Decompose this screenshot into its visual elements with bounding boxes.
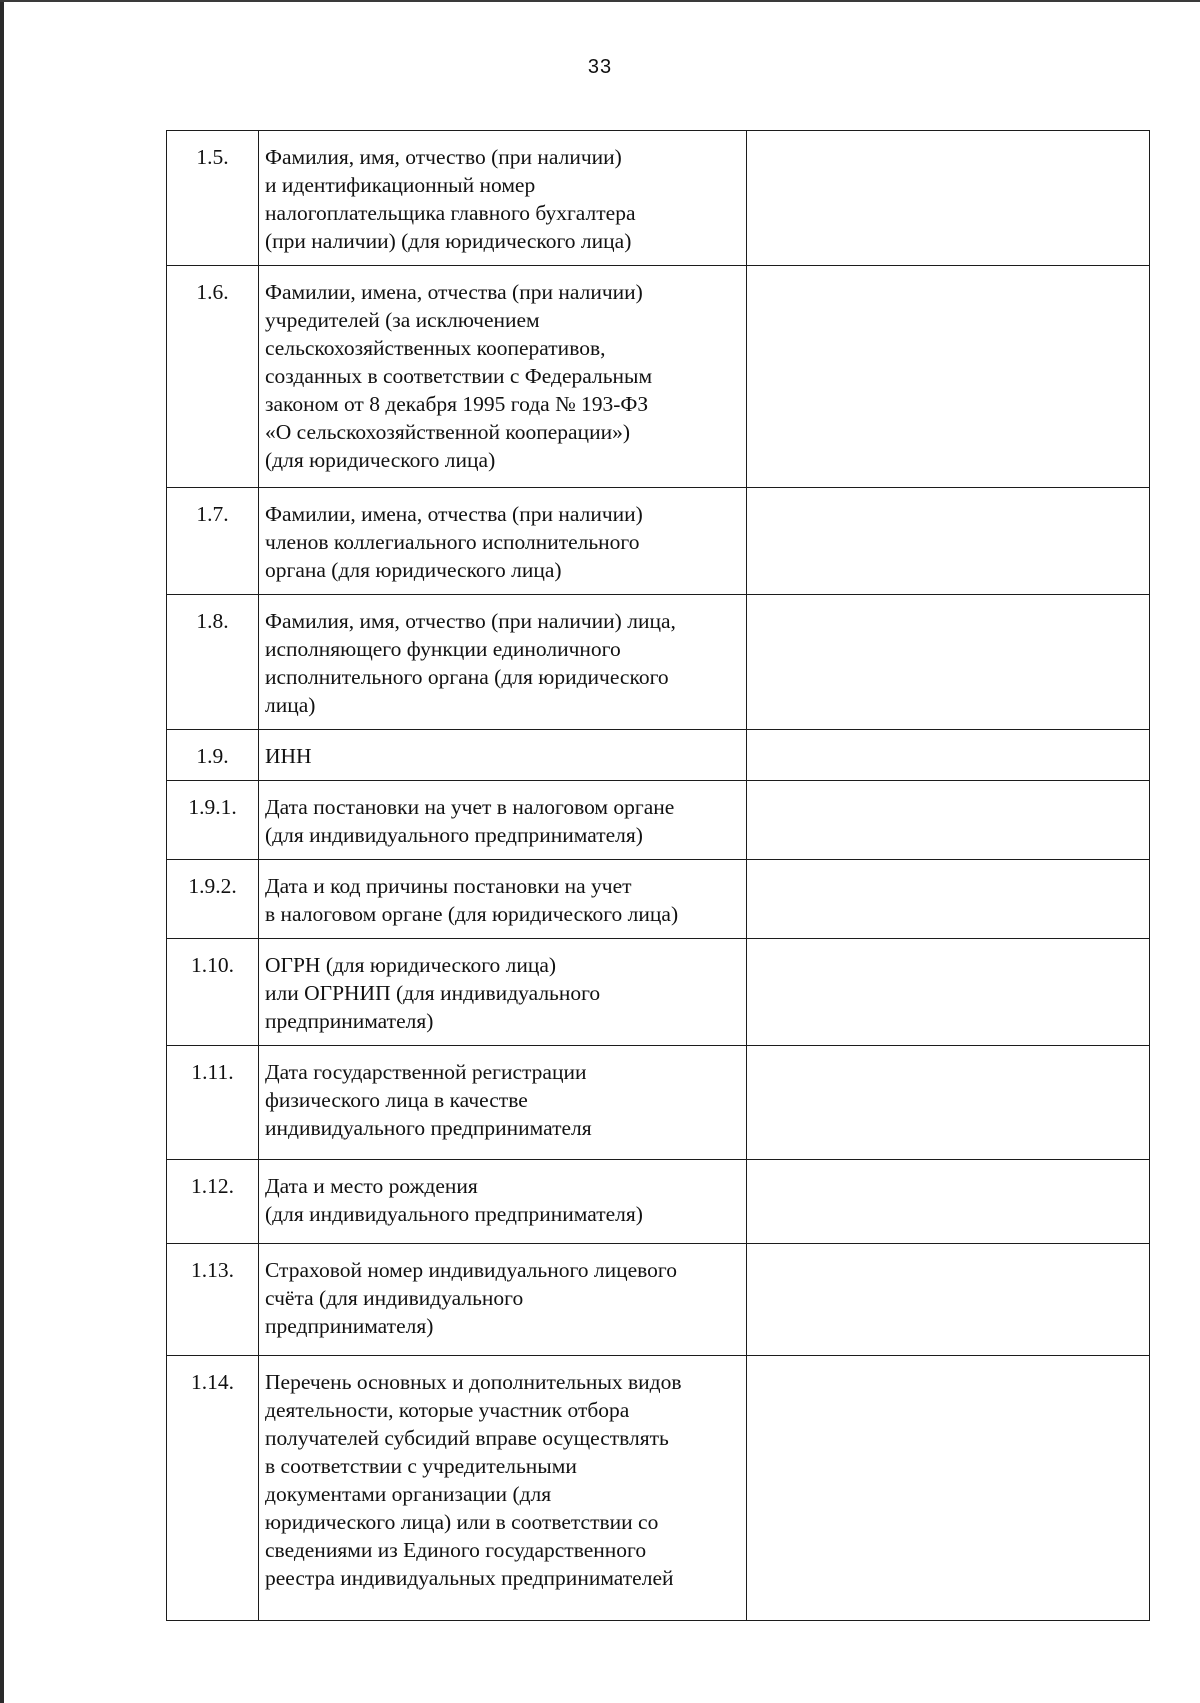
row-value-cell[interactable] — [747, 1356, 1150, 1621]
table-row — [167, 488, 1150, 595]
row-value-cell[interactable] — [747, 860, 1150, 939]
table-row — [167, 131, 1150, 266]
row-number: 1.11. — [167, 1046, 259, 1160]
row-number: 1.9.2. — [167, 860, 259, 939]
row-description: ИНН — [259, 730, 747, 781]
row-description: Дата государственной регистрации физического лица в качестве индивидуального предпринимателя — [259, 1046, 747, 1160]
row-number: 1.9.1. — [167, 781, 259, 860]
row-number: 1.6. — [167, 266, 259, 488]
row-value-cell[interactable] — [747, 131, 1150, 266]
row-value-cell[interactable] — [747, 730, 1150, 781]
row-value-cell[interactable] — [747, 488, 1150, 595]
row-number: 1.10. — [167, 939, 259, 1046]
row-number: 1.9. — [167, 730, 259, 781]
scan-edge-top — [0, 0, 1200, 2]
table-row — [167, 1244, 1150, 1356]
form-table — [166, 130, 1150, 1621]
row-description: Дата постановки на учет в налоговом органе (для индивидуального предпринимателя) — [259, 781, 747, 860]
table-row — [167, 781, 1150, 860]
row-value-cell[interactable] — [747, 266, 1150, 488]
table-row — [167, 730, 1150, 781]
row-value-cell[interactable] — [747, 1160, 1150, 1244]
row-value-cell[interactable] — [747, 939, 1150, 1046]
row-description: Перечень основных и дополнительных видов деятельности, которые участник отбора получателей субсидий вправе осуществлять в соответствии с учредительными документами организации (для юридического лица) или в соответствии со сведениями из Единого государственного реестра индивидуальных предпринимателей — [259, 1356, 747, 1621]
row-description: Дата и место рождения (для индивидуального предпринимателя) — [259, 1160, 747, 1244]
row-description: Фамилия, имя, отчество (при наличии) и идентификационный номер налогоплательщика главного бухгалтера (при наличии) (для юридического лица) — [259, 131, 747, 266]
table-row — [167, 860, 1150, 939]
row-number: 1.5. — [167, 131, 259, 266]
row-description: Фамилия, имя, отчество (при наличии) лица, исполняющего функции единоличного исполнительного органа (для юридического лица) — [259, 595, 747, 730]
row-value-cell[interactable] — [747, 595, 1150, 730]
table-row — [167, 1160, 1150, 1244]
scan-edge-left — [0, 0, 4, 1703]
row-value-cell[interactable] — [747, 781, 1150, 860]
row-number: 1.14. — [167, 1356, 259, 1621]
table-row — [167, 595, 1150, 730]
table-row — [167, 266, 1150, 488]
row-value-cell[interactable] — [747, 1046, 1150, 1160]
row-description: Страховой номер индивидуального лицевого счёта (для индивидуального предпринимателя) — [259, 1244, 747, 1356]
row-description: Фамилии, имена, отчества (при наличии) членов коллегиального исполнительного органа (для юридического лица) — [259, 488, 747, 595]
table-row — [167, 939, 1150, 1046]
row-number: 1.8. — [167, 595, 259, 730]
row-number: 1.7. — [167, 488, 259, 595]
row-description: ОГРН (для юридического лица) или ОГРНИП (для индивидуального предпринимателя) — [259, 939, 747, 1046]
table-row — [167, 1046, 1150, 1160]
row-description: Дата и код причины постановки на учет в налоговом органе (для юридического лица) — [259, 860, 747, 939]
row-description: Фамилии, имена, отчества (при наличии) учредителей (за исключением сельскохозяйственных кооперативов, созданных в соответствии с Федеральным законом от 8 декабря 1995 года № 193-ФЗ «О сельскохозяйственной кооперации») (для юридического лица) — [259, 266, 747, 488]
page-number: 33 — [587, 56, 613, 78]
row-number: 1.13. — [167, 1244, 259, 1356]
row-number: 1.12. — [167, 1160, 259, 1244]
table-row — [167, 1356, 1150, 1621]
row-value-cell[interactable] — [747, 1244, 1150, 1356]
